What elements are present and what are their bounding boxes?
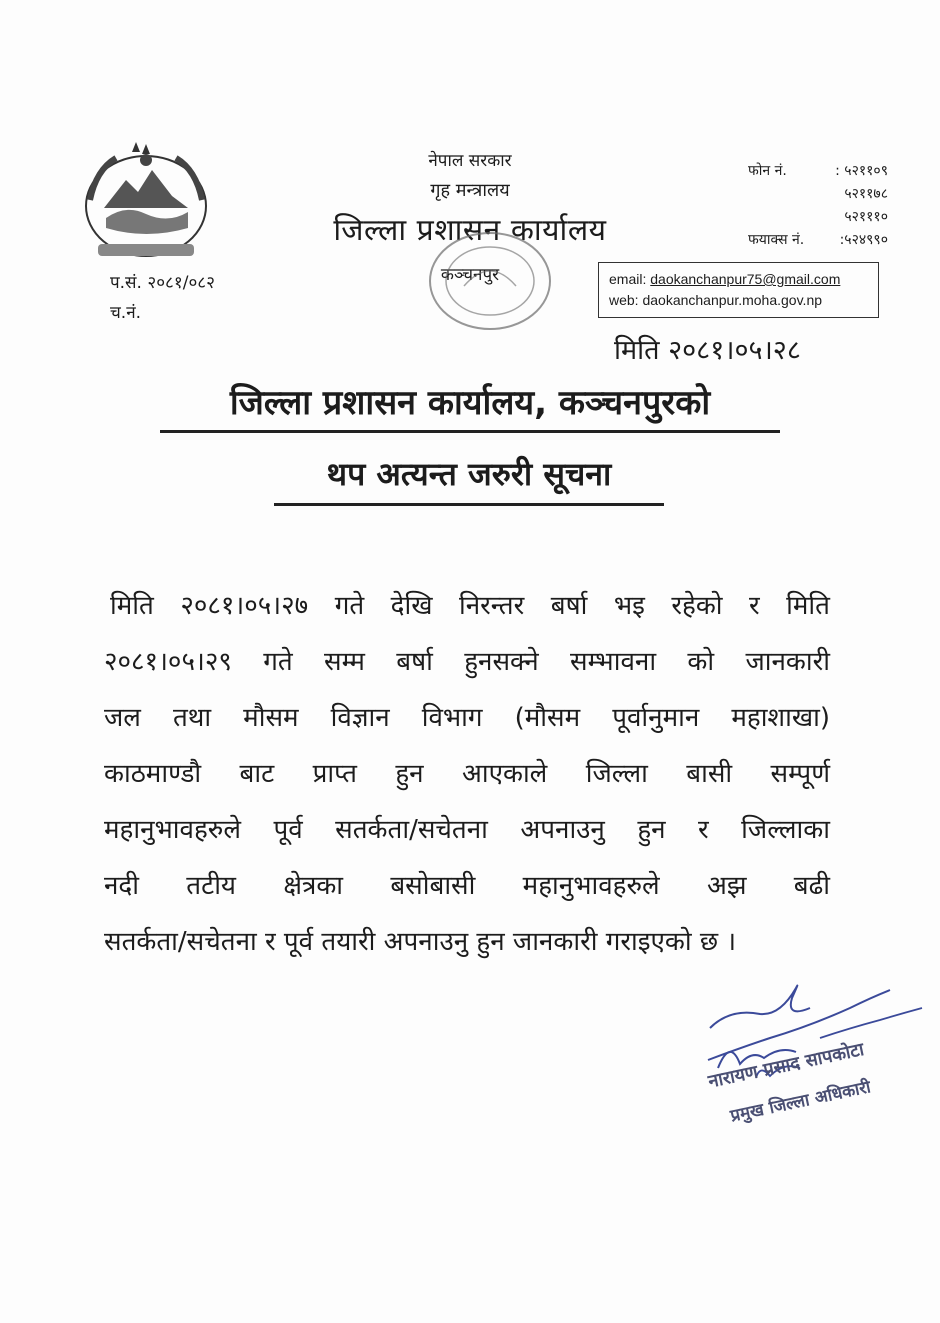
office-name: जिल्ला प्रशासन कार्यालय: [333, 213, 607, 248]
body-line: २०८१।०५।२९ गते सम्म बर्षा हुनसक्ने सम्भावना को जानकारी: [104, 647, 830, 677]
web-address: daokanchanpur.moha.gov.np: [642, 292, 823, 308]
web-label: web:: [609, 292, 639, 308]
district-name: कञ्चनपुर: [440, 265, 500, 285]
web-row: [609, 290, 868, 311]
notice-body: [104, 578, 830, 970]
nepal-coat-of-arms-emblem: [76, 140, 216, 264]
contact-box: [598, 262, 879, 318]
notice-title-subject: थप अत्यन्त जरुरी सूचना: [274, 452, 664, 506]
ministry-name: गृह मन्त्रालय: [430, 180, 510, 201]
signatory-designation: प्रमुख जिल्ला अधिकारी: [728, 1077, 873, 1127]
fax-number: :५२४९९०: [839, 232, 888, 248]
phone-number-3: ५२१११०: [844, 209, 888, 225]
phone-fax-block: [748, 160, 888, 252]
body-line: सतर्कता/सचेतना र पूर्व तयारी अपनाउनु हुन जानकारी गराइएको छ ।: [104, 927, 737, 957]
email-row: [609, 269, 868, 290]
body-line: जल तथा मौसम विज्ञान विभाग (मौसम पूर्वानुमान महाशाखा): [104, 703, 830, 733]
notice-title-office: जिल्ला प्रशासन कार्यालय, कञ्चनपुरको: [160, 378, 780, 433]
phone-number-1: : ५२११०९: [835, 163, 888, 179]
body-line: नदी तटीय क्षेत्रका बसोबासी महानुभावहरुले अझ बढी: [104, 871, 830, 901]
body-line: महानुभावहरुले पूर्व सतर्कता/सचेतना अपनाउनु हुन र जिल्लाका: [104, 815, 830, 845]
signatory-name: नारायण प्रसाद सापकोटा: [706, 1038, 866, 1093]
phone-row: [748, 206, 888, 229]
dispatch-number: च.नं.: [110, 303, 142, 323]
fax-label: फयाक्स नं.: [748, 232, 805, 248]
fax-row: [748, 229, 888, 252]
email-label: email:: [609, 271, 647, 287]
office-stamp-seal: [424, 226, 556, 336]
phone-number-2: ५२११७८: [844, 186, 888, 202]
body-line: मिति २०८१।०५।२७ गते देखि निरन्तर बर्षा भइ रहेको र मिति: [110, 591, 830, 621]
phone-row: [748, 183, 888, 206]
email-link[interactable]: daokanchanpur75@gmail.com: [650, 271, 841, 287]
letter-number: प.सं. २०८१/०८२: [110, 273, 215, 293]
government-name: नेपाल सरकार: [428, 151, 512, 171]
phone-label: फोन नं.: [748, 163, 787, 179]
phone-row: [748, 160, 888, 183]
notice-date: मिति २०८१।०५।२८: [614, 335, 801, 366]
body-line: काठमाण्डौ बाट प्राप्त हुन आएकाले जिल्ला बासी सम्पूर्ण: [104, 759, 830, 789]
